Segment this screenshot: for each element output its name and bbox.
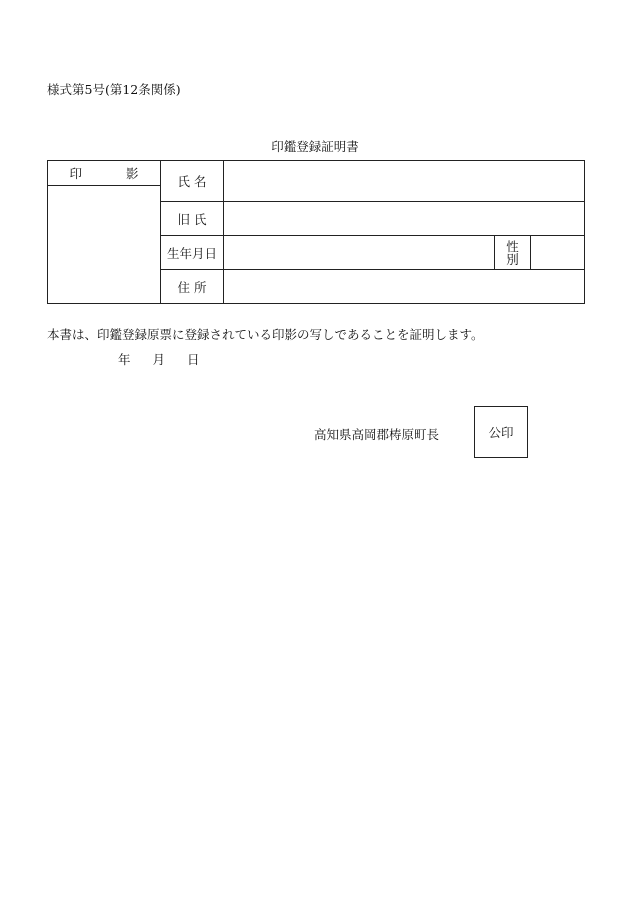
document-title: 印鑑登録証明書 — [271, 139, 359, 154]
date-month: 月 — [152, 352, 166, 367]
sex-label — [495, 236, 531, 270]
birthdate-label: 生年月日 — [161, 236, 224, 270]
date-year: 年 — [118, 352, 131, 367]
name-value-cell — [224, 161, 585, 202]
address-label: 住 所 — [161, 270, 224, 304]
former-name-label: 旧 氏 — [161, 202, 224, 236]
official-seal-label: 公印 — [488, 425, 514, 440]
certification-statement: 本書は、印鑑登録原票に登録されている印影の写しであることを証明します。 — [47, 327, 484, 342]
issuer-name: 高知県高岡郡梼原町長 — [314, 427, 440, 442]
certificate-table — [47, 160, 585, 304]
issue-date — [118, 350, 200, 368]
seal-impression-label: 印 影 — [48, 161, 161, 186]
form-number: 様式第5号(第12条関係) — [47, 82, 181, 97]
sex-label-line2: 別 — [506, 251, 519, 267]
name-label: 氏 名 — [161, 161, 224, 202]
date-day: 日 — [187, 352, 200, 367]
address-value-cell — [224, 270, 585, 304]
official-seal-box — [474, 406, 528, 458]
sex-value-cell — [531, 236, 585, 270]
birthdate-value-cell — [224, 236, 495, 270]
seal-impression-area — [48, 186, 161, 304]
former-name-value-cell — [224, 202, 585, 236]
sex-label-line1: 性 — [506, 238, 519, 254]
